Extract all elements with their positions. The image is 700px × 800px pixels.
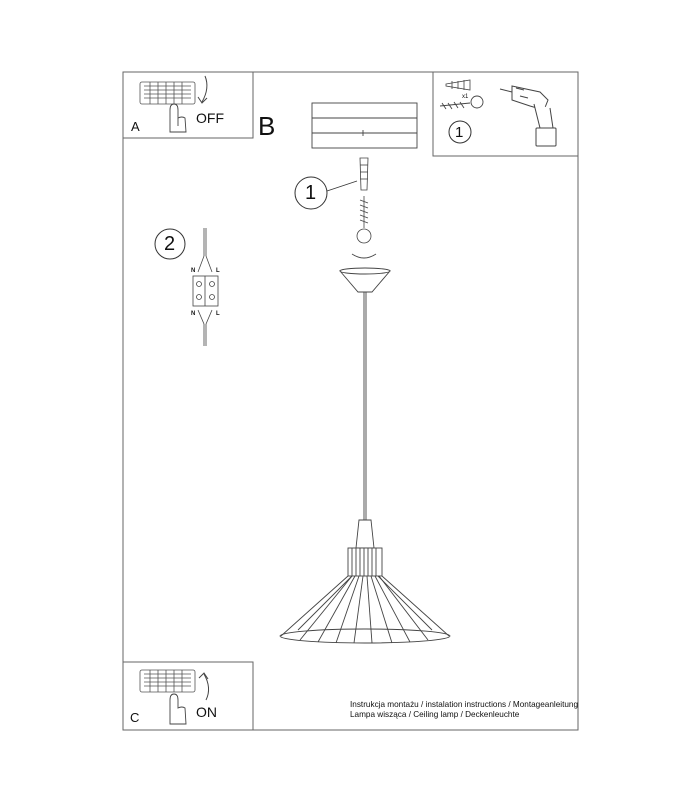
terminal-block-icon — [193, 228, 218, 346]
switch-off-label: OFF — [196, 110, 224, 126]
switch-on-label: ON — [196, 704, 217, 720]
drill-icon — [500, 86, 556, 146]
connector-label-l-bottom: L — [216, 311, 220, 317]
connector-label-l-top: L — [216, 268, 220, 274]
rotate-arrow-up-icon — [199, 673, 209, 700]
tools-box — [433, 72, 578, 156]
caption-line-2: Lampa wisząca / Ceiling lamp / Deckenleuchte — [350, 710, 520, 719]
wall-plug-icon — [446, 80, 470, 90]
hand-press-on-icon — [170, 694, 186, 724]
wall-plug-dowel-icon — [360, 158, 368, 190]
lamp-socket-icon — [348, 520, 382, 576]
hook-screw-assembly-icon — [357, 196, 371, 243]
plug-count-label: x1 — [462, 94, 469, 100]
tools-step-number: 1 — [455, 124, 464, 141]
wall-switch-icon — [140, 82, 195, 104]
ceiling-illustration — [312, 103, 417, 148]
connector-label-n-bottom: N — [191, 311, 196, 317]
panel-b-letter: B — [258, 111, 276, 141]
wall-switch-on-icon — [140, 670, 195, 692]
panel-c-letter: C — [130, 710, 140, 725]
canopy-icon — [340, 254, 390, 292]
mount-step-number: 1 — [305, 182, 317, 204]
pendant-cable — [364, 292, 366, 520]
panel-c-switch-on — [123, 662, 253, 730]
hand-press-icon — [170, 104, 186, 132]
sheet-border — [123, 72, 578, 730]
wiring-step-number: 2 — [164, 233, 176, 255]
connector-label-n-top: N — [191, 268, 196, 274]
panel-a-switch-off — [123, 72, 253, 138]
caption-line-1: Instrukcja montażu / instalation instructions / Montageanleitung — [350, 700, 579, 709]
rotate-arrow-down-icon — [198, 76, 207, 103]
panel-a-letter: A — [131, 119, 140, 134]
wire-lampshade — [280, 576, 450, 643]
